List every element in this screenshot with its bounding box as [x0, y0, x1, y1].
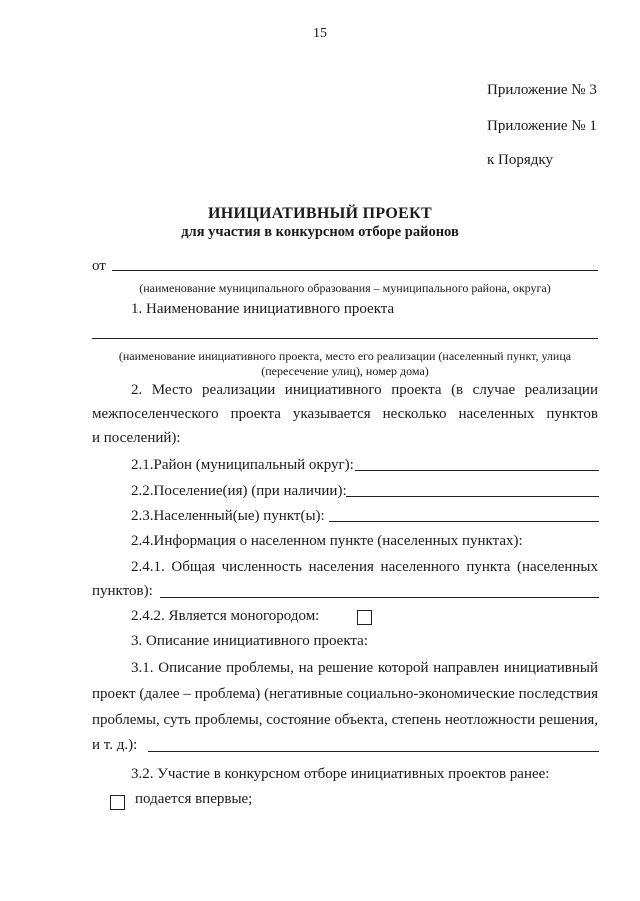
problem-text-line3: проблемы, суть проблемы, состояние объекта, степень неотложности решения,: [92, 712, 598, 728]
monotown-label: 2.4.2. Является моногородом:: [131, 608, 320, 624]
document-title: ИНИЦИАТИВНЫЙ ПРОЕКТ: [208, 205, 432, 222]
section-3-heading: 3. Описание инициативного проекта:: [131, 633, 368, 649]
page-number: 15: [313, 26, 327, 41]
to-order-label: к Порядку: [487, 152, 553, 168]
settlement-field-line[interactable]: [346, 496, 599, 497]
previous-participation-heading: 3.2. Участие в конкурсном отборе инициативных проектов ранее:: [131, 766, 550, 782]
population-text-line2: пунктов):: [92, 583, 153, 599]
first-submission-label: подается впервые;: [135, 791, 253, 807]
from-caption: (наименование муниципального образования – муниципального района, округа): [139, 281, 551, 295]
appendix-1-label: Приложение № 1: [487, 118, 597, 134]
locality-info-heading: 2.4.Информация о населенном пункте (населенных пунктах):: [131, 533, 523, 549]
appendix-3-label: Приложение № 3: [487, 82, 597, 98]
district-field-line[interactable]: [355, 470, 599, 471]
problem-text-line2: проект (далее – проблема) (негативные социально-экономические последствия: [92, 686, 598, 702]
locality-field-line[interactable]: [329, 521, 599, 522]
from-label: от: [92, 258, 106, 274]
locality-label: 2.3.Населенный(ые) пункт(ы):: [131, 508, 325, 524]
problem-text-line4: и т. д.):: [92, 737, 138, 753]
section-1-heading: 1. Наименование инициативного проекта: [131, 301, 395, 317]
section-2-text-line1: 2. Место реализации инициативного проекта (в случае реализации: [131, 382, 598, 398]
section-1-caption-line1: (наименование инициативного проекта, место его реализации (населенный пункт, улица: [118, 349, 572, 363]
section-2-text-line2: межпоселенческого проекта указывается несколько населенных пунктов: [92, 406, 598, 422]
from-field-line[interactable]: [112, 270, 598, 271]
problem-field-line[interactable]: [148, 751, 599, 752]
section-2-text-line3: и поселений):: [92, 430, 181, 446]
population-field-line[interactable]: [160, 597, 599, 598]
first-submission-checkbox[interactable]: [110, 795, 125, 810]
document-subtitle: для участия в конкурсном отборе районов: [181, 224, 459, 240]
problem-text-line1: 3.1. Описание проблемы, на решение которой направлен инициативный: [131, 660, 598, 676]
section-1-caption-line2: (пересечение улиц), номер дома): [261, 364, 429, 378]
settlement-label: 2.2.Поселение(ия) (при наличии):: [131, 483, 347, 499]
project-name-field-line[interactable]: [92, 338, 598, 339]
district-label: 2.1.Район (муниципальный округ):: [131, 457, 354, 473]
monotown-checkbox[interactable]: [357, 610, 372, 625]
population-text-line1: 2.4.1. Общая численность населения населенного пункта (населенных: [131, 559, 598, 575]
